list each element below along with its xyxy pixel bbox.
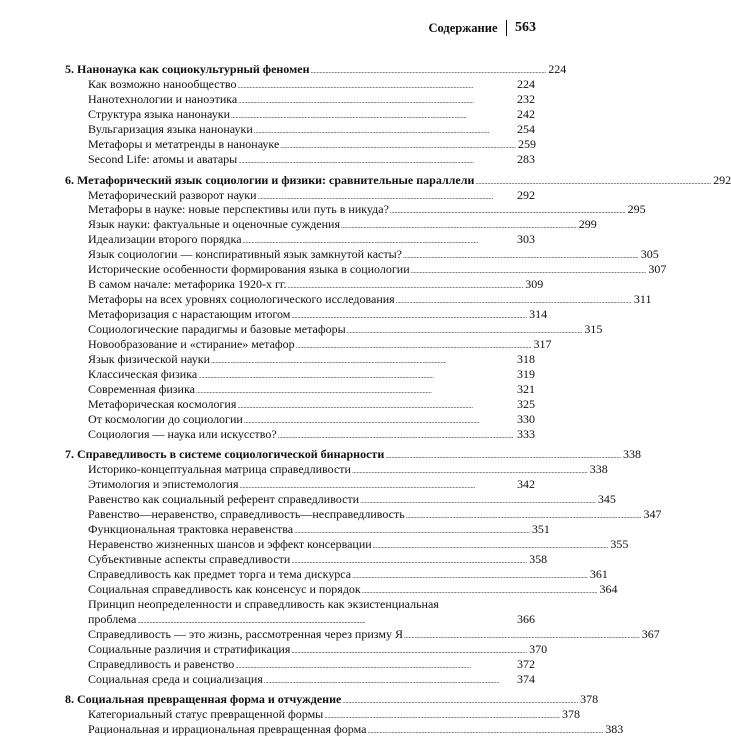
subsection-entry[interactable] [65,77,535,92]
subsection-page: 314 [529,307,548,321]
subsection-entry[interactable] [65,507,662,522]
subsection-page: 311 [633,292,652,307]
leader-dots [278,427,514,444]
running-header [428,20,536,36]
subsection-entry[interactable] [65,707,580,722]
subsection-title: Метафоры и метатренды в нанонауке [88,136,280,151]
subsection-page: 305 [640,247,659,262]
subsection-entry[interactable] [65,152,535,167]
subsection-page: 367 [641,626,660,641]
subsection-page: 321 [517,381,535,396]
subsection-title: Исторические особенности формирования языка в социологии [88,262,410,277]
subsection-title: Неравенство жизненных шансов и эффект консервации [88,537,372,552]
subsection-title: В самом начале: метафорика 1920-х гг. [88,277,287,292]
subsection-title: Социальная справедливость как консенсус и порядок [88,581,361,596]
subsection-entry[interactable] [65,336,552,352]
subsection-title: Принцип неопределенности и справедливость как экзистенциальная [88,596,439,611]
subsection-page: 378 [562,707,580,722]
subsection-entry[interactable] [65,232,535,247]
subsection-page: 342 [517,477,535,492]
subsection-entry[interactable] [65,367,535,382]
leader-dots [238,152,514,169]
subsection-entry[interactable] [65,307,548,322]
subsection-title: Функциональная трактовка неравенства [88,522,294,537]
subsection-entry[interactable] [65,321,603,337]
subsection-title: Метафорический разворот науки [88,187,257,202]
chapter-page: 378 [580,692,599,707]
subsection-entry[interactable] [65,107,535,122]
toc-section [65,62,567,167]
subsection-entry[interactable] [65,522,550,537]
subsection-title: Равенство—неравенство, справедливость—несправедливость [88,507,405,522]
subsection-page: 295 [627,202,646,217]
subsection-entry[interactable] [65,722,624,737]
subsection-title: Second Life: атомы и аватары [88,151,238,166]
subsection-title: Социальные различия и стратификация [88,641,291,656]
subsection-entry[interactable] [65,292,652,307]
subsection-page: 347 [643,507,662,522]
page-number: 563 [515,20,536,35]
subsection-title: Язык физической науки [88,351,211,366]
subsection-entry[interactable] [65,412,535,427]
subsection-page: 374 [517,671,535,686]
leader-dots [264,672,514,689]
subsection-page: 242 [517,106,535,121]
toc-section [65,692,624,737]
subsection-page: 318 [517,351,535,366]
subsection-title: Как возможно нанообщество [88,76,237,91]
subsection-page: 317 [533,336,552,351]
subsection-entry[interactable] [65,277,544,292]
subsection-title: Социологические парадигмы и базовые метафоры [88,321,346,336]
chapter-title: 6. Метафорический язык социологии и физики: сравнительные параллели [65,172,475,187]
subsection-title: Язык социологии — конспиративный язык замкнутой касты? [88,247,402,262]
subsection-title: Нанотехнологии и наноэтика [88,91,238,106]
subsection-title: Новообразование и «стирание» метафор [88,336,295,351]
toc-section [65,447,662,686]
subsection-page: 299 [578,217,597,232]
subsection-title: Метафоризация с нарастающим итогом [88,307,291,321]
subsection-title: Классическая физика [88,366,198,381]
subsection-entry[interactable] [65,492,616,507]
subsection-title-cont: проблема [88,611,137,626]
subsection-title: Справедливость — это жизнь, рассмотренная через призму Я [88,626,403,641]
subsection-entry[interactable] [65,566,608,582]
subsection-title: Категориальный статус превращенной формы [88,707,324,722]
subsection-page: 358 [529,552,548,566]
subsection-title: Идеализации второго порядка [88,232,242,247]
subsection-entry[interactable] [65,626,660,642]
subsection-entry[interactable] [65,122,535,137]
subsection-page: 292 [517,187,535,202]
subsection-title: Метафорическая космология [88,396,237,411]
subsection-page: 351 [531,522,550,537]
subsection-entry[interactable] [65,641,548,657]
subsection-entry[interactable] [65,597,535,627]
subsection-entry[interactable] [65,672,535,687]
subsection-page: 361 [589,566,608,581]
leader-dots [367,722,602,739]
chapter-entry[interactable] [65,172,731,188]
subsection-entry[interactable] [65,352,535,367]
subsection-page: 232 [517,91,535,106]
subsection-entry[interactable] [65,217,597,232]
subsection-page: 366 [517,611,535,626]
subsection-page: 259 [518,136,537,151]
table-of-contents [65,60,731,737]
chapter-entry[interactable] [65,447,641,462]
toc-section [65,172,731,442]
subsection-page: 303 [517,232,535,247]
subsection-page: 224 [517,76,535,91]
chapter-page: 292 [713,172,731,187]
subsection-entry[interactable] [65,427,535,442]
header-title: Содержание [428,20,498,35]
subsection-entry[interactable] [65,552,548,567]
subsection-title: Социология — наука или искусство? [88,426,277,441]
chapter-title: 5. Нанонаука как социокультурный феномен [65,62,310,76]
subsection-entry[interactable] [65,92,535,107]
subsection-page: 355 [610,537,629,552]
subsection-entry[interactable] [65,247,659,262]
subsection-page: 309 [525,277,544,292]
subsection-title: Историко-концептуальная матрица справедливости [88,462,351,477]
subsection-title: Этимология и эпистемология [88,477,239,492]
header-divider [506,20,508,36]
subsection-page: 333 [517,426,535,441]
subsection-title: Современная физика [88,381,195,396]
subsection-page: 370 [529,641,548,656]
subsection-entry[interactable] [65,537,629,552]
subsection-title: Метафоры в науке: новые перспективы или путь в никуда? [88,202,389,217]
subsection-entry[interactable] [65,188,535,203]
subsection-title: Субъективные аспекты справедливости [88,552,291,566]
subsection-entry[interactable] [65,137,535,152]
chapter-entry[interactable] [65,692,599,707]
subsection-page: 383 [605,722,624,737]
subsection-entry[interactable] [65,397,535,412]
subsection-entry[interactable] [65,477,535,492]
subsection-page: 330 [517,411,535,426]
subsection-title: Социальная среда и социализация [88,671,263,686]
subsection-title: Структура языка нанонауки [88,106,231,121]
subsection-page: 283 [517,151,535,166]
subsection-page: 315 [584,321,603,336]
subsection-title: Справедливость и равенство [88,656,235,671]
subsection-entry[interactable] [65,657,535,672]
subsection-entry[interactable] [65,262,667,277]
subsection-page: 254 [517,121,535,136]
subsection-page: 338 [589,462,608,477]
subsection-title: Вульгаризация языка нанонауки [88,121,253,136]
chapter-title: 7. Справедливость в системе социологической бинарности [65,447,385,462]
subsection-page: 364 [599,581,618,596]
subsection-title: Рациональная и иррациональная превращенная форма [88,722,367,737]
subsection-entry[interactable] [65,382,535,397]
subsection-title: Равенство как социальный референт справедливости [88,492,360,507]
subsection-title: От космологии до социологии [88,411,243,426]
subsection-page: 345 [597,492,616,507]
subsection-page: 372 [517,656,535,671]
subsection-title: Метафоры на всех уровнях социологического исследования [88,292,395,307]
subsection-title: Справедливость как предмет торга и тема дискурса [88,566,352,581]
subsection-entry[interactable] [65,581,618,597]
subsection-page: 307 [648,262,667,277]
chapter-page: 224 [548,62,567,76]
subsection-entry[interactable] [65,462,608,477]
subsection-entry[interactable] [65,202,646,217]
chapter-title: 8. Социальная превращенная форма и отчуждение [65,692,342,707]
subsection-title: Язык науки: фактуальные и оценочные суждения [88,217,340,232]
subsection-page: 319 [517,366,535,381]
chapter-page: 338 [622,447,641,462]
chapter-entry[interactable] [65,62,567,77]
subsection-page: 325 [517,396,535,411]
